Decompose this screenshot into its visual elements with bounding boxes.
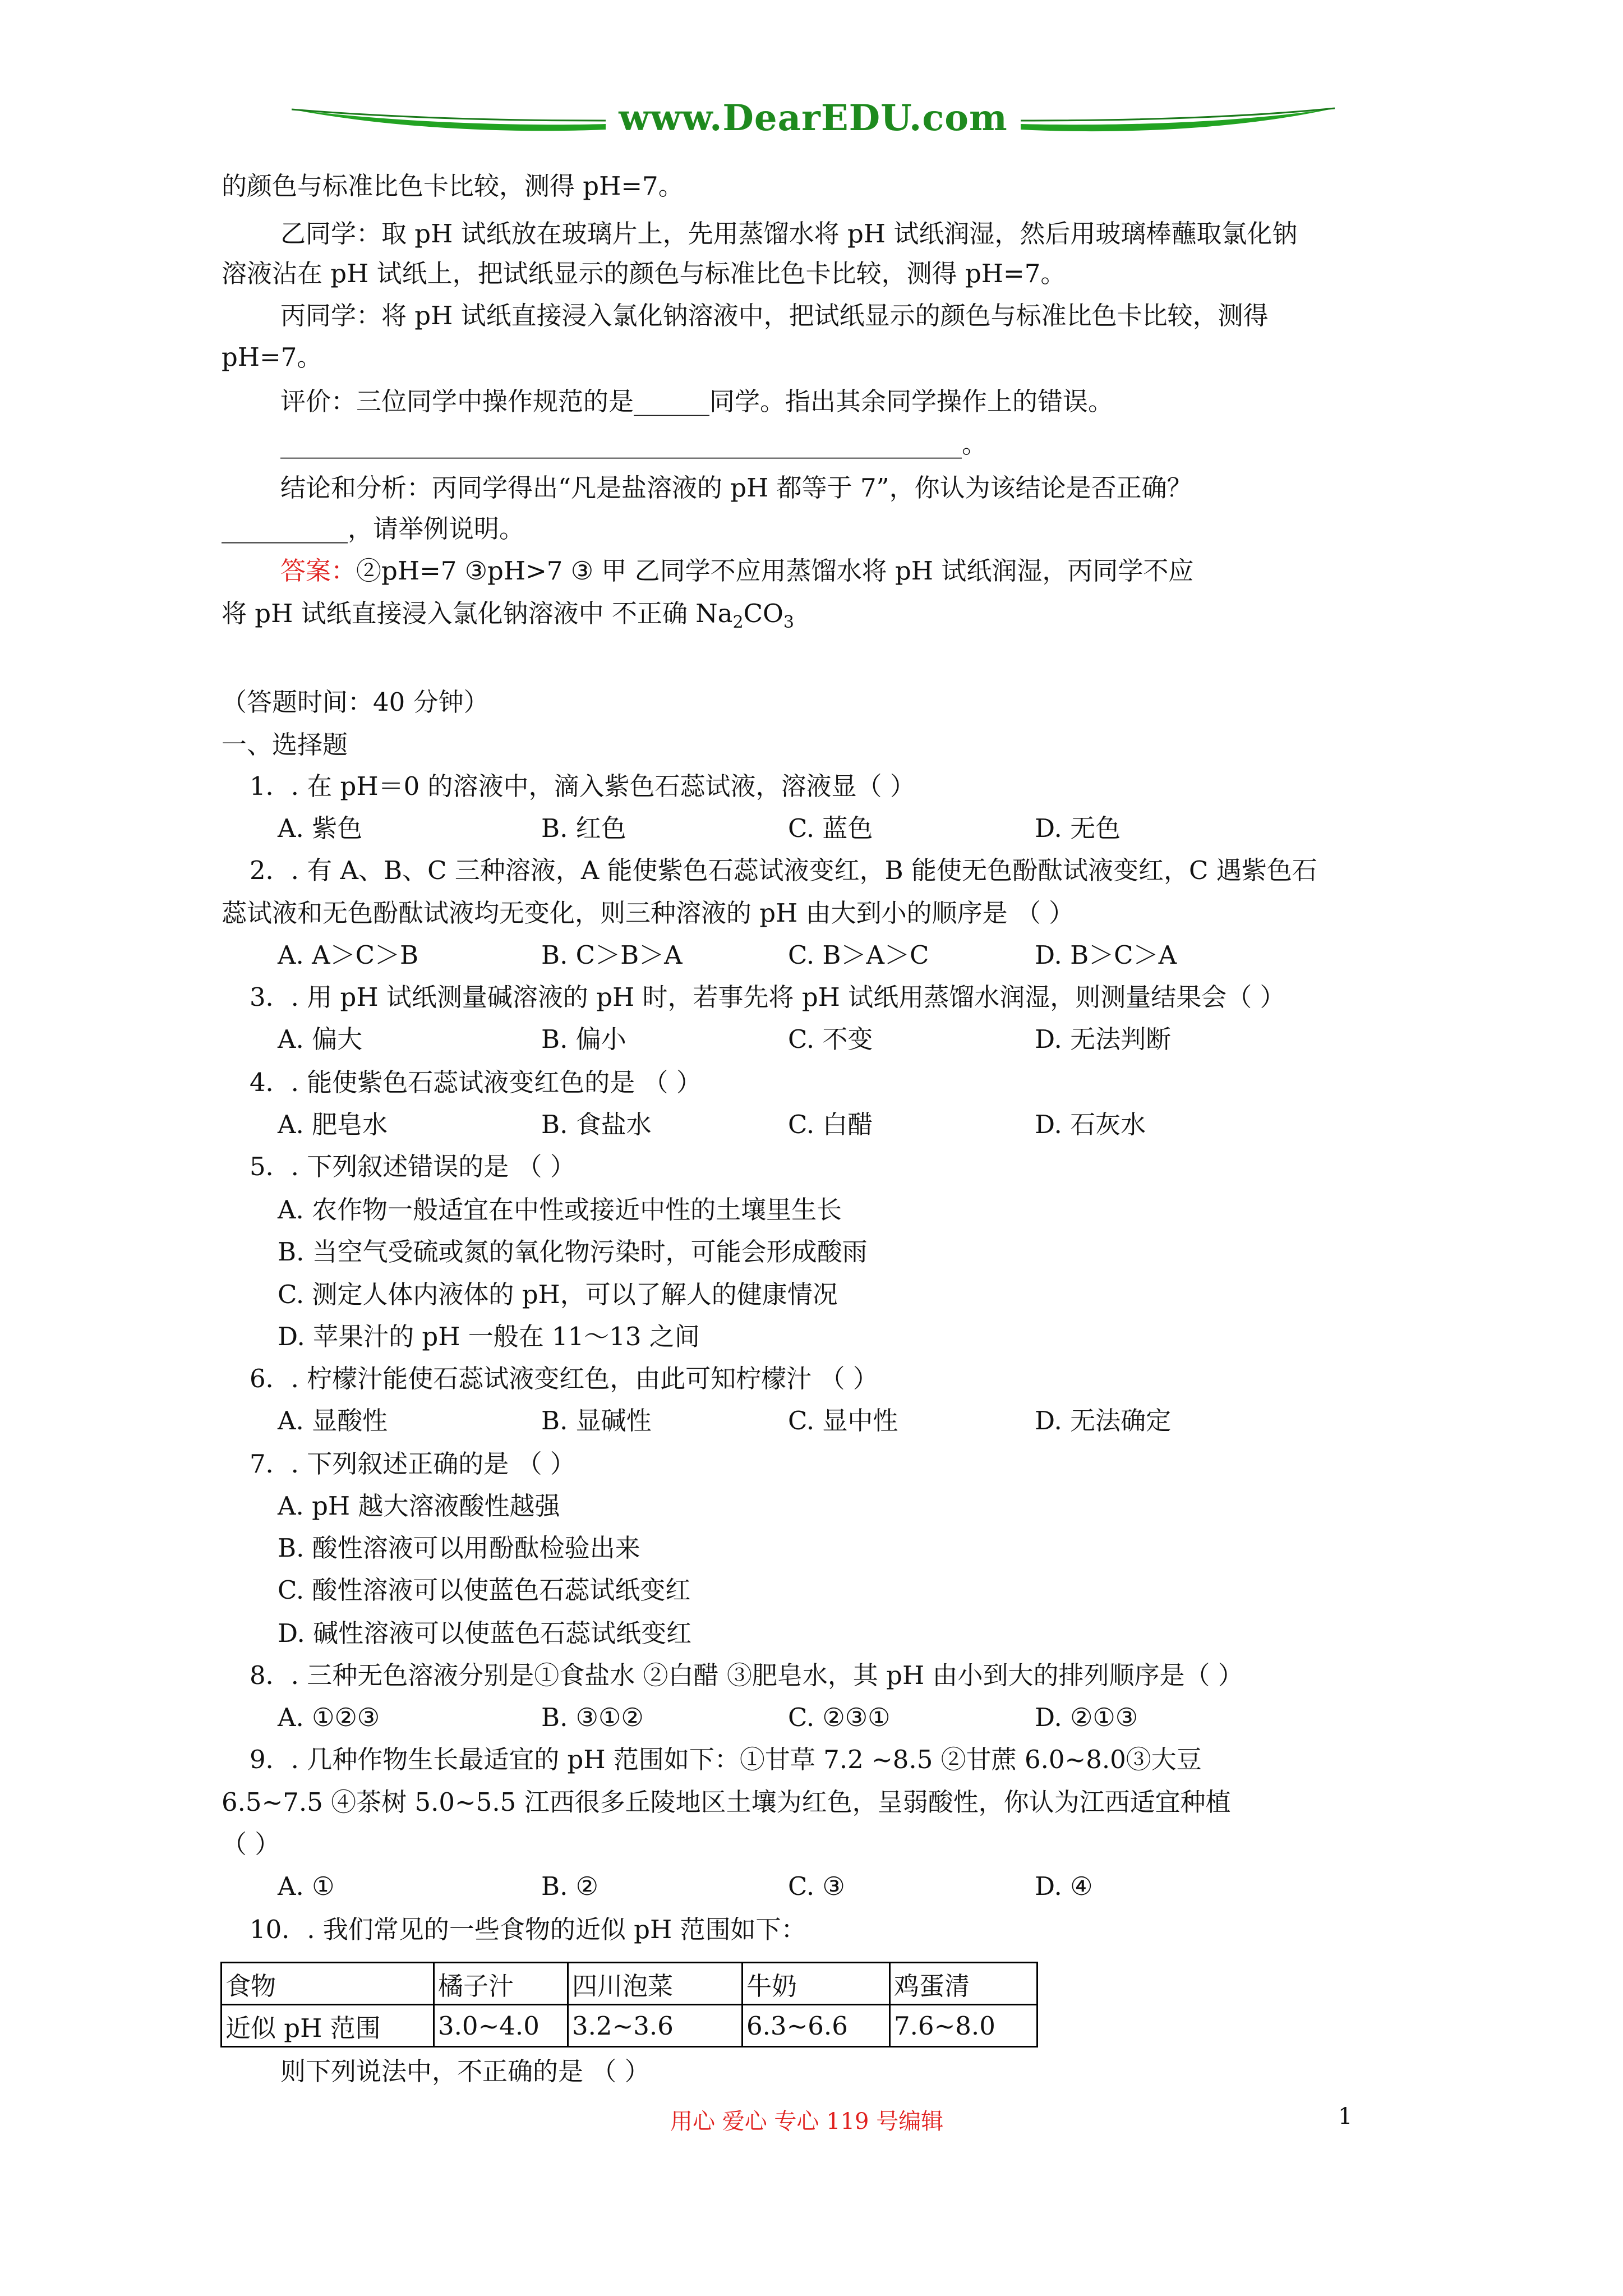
intro-line-9: __________，请举例说明。 (222, 514, 525, 544)
option: D. 苹果汁的 pH 一般在 11～13 之间 (278, 1322, 700, 1351)
option: A. A＞C＞B (278, 940, 419, 970)
table-cell: 6.3~6.6 (743, 2005, 890, 2047)
option: B. C＞B＞A (541, 940, 683, 970)
table-cell: 3.2~3.6 (568, 2005, 743, 2047)
option: B. 显碱性 (541, 1406, 652, 1435)
option: C. 蓝色 (788, 813, 873, 843)
table-cell: 鸡蛋清 (890, 1963, 1038, 2005)
option: D. 无法确定 (1035, 1406, 1172, 1435)
option: D. 无法判断 (1035, 1024, 1172, 1054)
question-4: 4．. 能使紫色石蕊试液变红色的是 （ ） (250, 1068, 702, 1097)
option: B. 偏小 (541, 1024, 626, 1054)
intro-line-1: 的颜色与标准比色卡比较，测得 pH=7。 (222, 171, 684, 201)
intro-line-6: 评价：三位同学中操作规范的是______同学。指出其余同学操作上的错误。 (280, 386, 1114, 416)
question-9-line-2: 6.5~7.5 ④茶树 5.0~5.5 江西很多丘陵地区土壤为红色，呈弱酸性，你认为江西适宜种植 (222, 1787, 1231, 1817)
question-8: 8．. 三种无色溶液分别是①食盐水 ②白醋 ③肥皂水，其 pH 由小到大的排列顺序是（ ） (250, 1660, 1243, 1690)
table-row (222, 2005, 1038, 2047)
option: C. ②③① (788, 1703, 891, 1732)
subscript: 2 (732, 613, 744, 632)
intro-line-7: ______________________________________________________。 (280, 429, 988, 459)
page-number: 1 (1338, 2104, 1353, 2129)
option: B. 酸性溶液可以用酚酞检验出来 (278, 1533, 640, 1563)
option: D. 碱性溶液可以使蓝色石蕊试纸变红 (278, 1618, 692, 1648)
option: C. 酸性溶液可以使蓝色石蕊试纸变红 (278, 1575, 691, 1605)
question-7: 7．. 下列叙述正确的是 （ ） (250, 1449, 575, 1479)
answer-label: 答案： (280, 556, 357, 586)
page-footer: 用心 爱心 专心 119 号编辑 (670, 2109, 944, 2134)
intro-line-4: 丙同学：将 pH 试纸直接浸入氯化钠溶液中，把试纸显示的颜色与标准比色卡比较，测得 (280, 301, 1269, 330)
site-logo-text: www.DearEDU.com (619, 97, 1008, 139)
table-cell: 3.0~4.0 (434, 2005, 568, 2047)
option: D. 无色 (1035, 813, 1121, 843)
option: A. pH 越大溶液酸性越强 (278, 1491, 560, 1521)
question-1: 1．. 在 pH＝0 的溶液中，滴入紫色石蕊试液，溶液显（ ） (250, 771, 915, 801)
option: B. 食盐水 (541, 1110, 652, 1139)
option: C. B＞A＞C (788, 940, 929, 970)
table-cell: 近似 pH 范围 (222, 2005, 434, 2047)
option: A. ①②③ (278, 1703, 380, 1732)
option: C. 测定人体内液体的 pH，可以了解人的健康情况 (278, 1280, 838, 1309)
table-cell: 橘子汁 (434, 1963, 568, 2005)
option: C. ③ (788, 1871, 845, 1901)
question-5: 5．. 下列叙述错误的是 （ ） (250, 1152, 575, 1181)
option: A. 显酸性 (278, 1406, 388, 1435)
answer-line-1 (280, 554, 1193, 588)
question-2-line-2: 蕊试液和无色酚酞试液均无变化，则三种溶液的 pH 由大到小的顺序是 （ ） (222, 898, 1075, 928)
option: B. ③①② (541, 1703, 644, 1732)
ph-range-table (220, 1962, 1038, 2047)
option: A. 农作物一般适宜在中性或接近中性的土壤里生长 (278, 1195, 842, 1225)
option: A. 肥皂水 (278, 1110, 388, 1139)
page-header (292, 93, 1335, 154)
option: C. 不变 (788, 1024, 873, 1054)
answer-line-2-formula: CO (743, 599, 783, 628)
table-cell: 四川泡菜 (568, 1963, 743, 2005)
option: A. 紫色 (278, 813, 363, 843)
table-cell: 牛奶 (743, 1963, 890, 2005)
intro-line-8: 结论和分析：丙同学得出“凡是盐溶液的 pH 都等于 7”，你认为该结论是否正确？ (280, 473, 1192, 503)
question-9-line-3: （ ） (222, 1829, 280, 1859)
question-6: 6．. 柠檬汁能使石蕊试液变红色，由此可知柠檬汁 （ ） (250, 1364, 878, 1393)
question-10-prompt: 则下列说法中，不正确的是 （ ） (280, 2056, 650, 2086)
option: B. 当空气受硫或氮的氧化物污染时，可能会形成酸雨 (278, 1237, 868, 1267)
question-3: 3．. 用 pH 试纸测量碱溶液的 pH 时，若事先将 pH 试纸用蒸馏水润湿，则测量结果会（ ） (250, 982, 1285, 1012)
intro-line-2: 乙同学：取 pH 试纸放在玻璃片上，先用蒸馏水将 pH 试纸润湿，然后用玻璃棒蘸取氯化钠 (280, 219, 1298, 249)
table-cell: 食物 (222, 1963, 434, 2005)
option: D. B＞C＞A (1035, 940, 1177, 970)
table-row (222, 1963, 1038, 2005)
option: B. 红色 (541, 813, 626, 843)
option: A. ① (278, 1871, 335, 1901)
answer-line-2 (222, 597, 794, 639)
option: B. ② (541, 1871, 599, 1901)
intro-line-3: 溶液沾在 pH 试纸上，把试纸显示的颜色与标准比色卡比较，测得 pH=7。 (222, 259, 1066, 288)
question-9-line-1: 9．. 几种作物生长最适宜的 pH 范围如下：①甘草 7.2 ~8.5 ②甘蔗 6.0~8.0③大豆 (250, 1745, 1202, 1774)
question-10: 10．. 我们常见的一些食物的近似 pH 范围如下： (250, 1915, 806, 1944)
option: A. 偏大 (278, 1024, 363, 1054)
answer-line-2-text: 将 pH 试纸直接浸入氯化钠溶液中 不正确 Na (222, 599, 733, 628)
option: D. ②①③ (1035, 1703, 1138, 1732)
answer-text: ②pH=7 ③pH>7 ③ 甲 乙同学不应用蒸馏水将 pH 试纸润湿，丙同学不应 (356, 556, 1194, 586)
intro-line-5: pH=7。 (222, 342, 322, 372)
exercise-time: （答题时间：40 分钟） (222, 687, 489, 717)
section-title: 一、选择题 (222, 730, 348, 760)
table-cell: 7.6~8.0 (890, 2005, 1038, 2047)
question-2-line-1: 2．. 有 A、B、C 三种溶液，A 能使紫色石蕊试液变红，B 能使无色酚酞试液变红，C 遇紫色石 (250, 855, 1317, 885)
option: C. 白醋 (788, 1110, 873, 1139)
subscript: 3 (783, 613, 794, 632)
option: D. ④ (1035, 1871, 1093, 1901)
option: C. 显中性 (788, 1406, 898, 1435)
option: D. 石灰水 (1035, 1110, 1146, 1139)
